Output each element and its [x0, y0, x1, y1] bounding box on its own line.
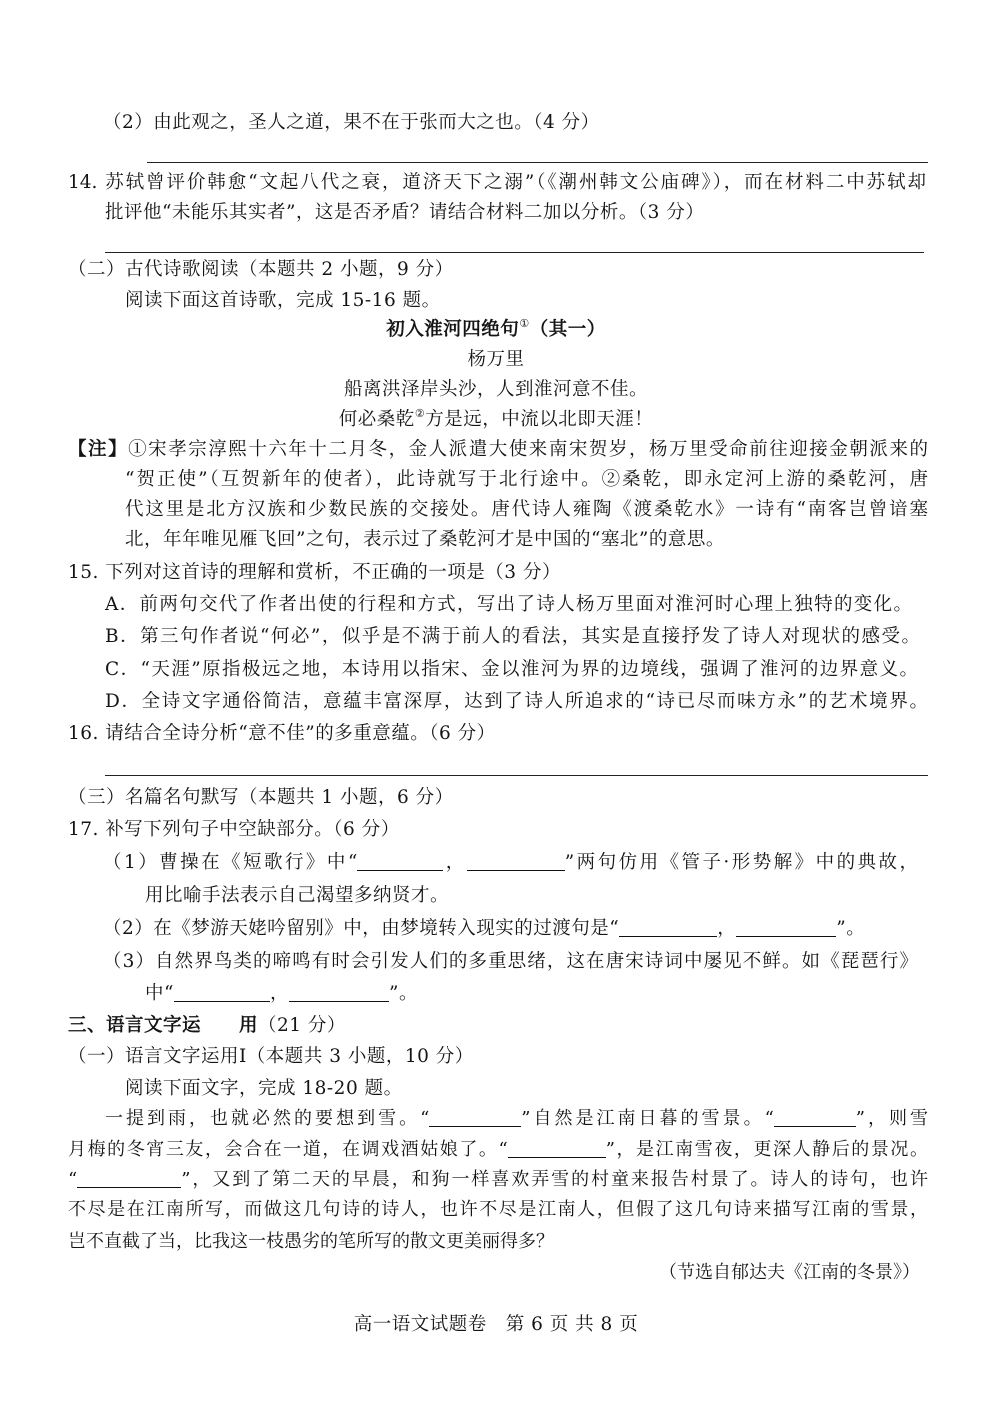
poem-line-2-after: 方是远，中流以北即天涯！ [425, 409, 654, 430]
answer-blank [174, 984, 270, 1002]
passage-line-4: 不尽是在江南所写，而做这几句诗的诗人，也许不尽是江南人，但假了这几句诗来描写江南的雪景， [68, 1199, 928, 1220]
item-2-text-a: （2）在《梦游天姥吟留别》中，由梦境转入现实的过渡句是“ [103, 918, 620, 939]
passage-line-1-b: ”自然是江南日暮的雪景。“ [521, 1108, 774, 1129]
answer-blank [357, 853, 443, 871]
poem-line-2 [0, 408, 992, 432]
answer-blank [429, 1109, 521, 1127]
item-3-text-b: ， [269, 983, 289, 1004]
notes-label: 【注】 [68, 439, 129, 460]
answer-line [147, 162, 928, 163]
notes-line-1 [68, 438, 928, 462]
answer-blank [774, 1109, 856, 1127]
page-footer: 高一语文试题卷 第 6 页 共 8 页 [353, 1314, 639, 1335]
language-use-1-heading: （一）语言文字运用Ⅰ（本题共 3 小题，10 分） [68, 1046, 474, 1067]
question-15-stem: 15. 下列对这首诗的理解和赏析，不正确的一项是（3 分） [68, 562, 561, 583]
poem-line-2-note-mark: ② [414, 407, 426, 420]
question-14-line-1: 14. 苏轼曾评价韩愈“文起八代之衰，道济天下之溺”（《潮州韩文公庙碑》），而在材料二中苏轼却 [68, 172, 926, 193]
poem-title [0, 318, 992, 342]
question-17-item-2 [103, 917, 865, 941]
question-13-part-2: （2）由此观之，圣人之道，果不在于张而大之也。（4 分） [103, 112, 600, 133]
answer-blank [619, 919, 717, 937]
question-15-option-d: D．全诗文字通俗简洁，意蕴丰富深厚，达到了诗人所追求的“诗已尽而味方永”的艺术境界。 [105, 691, 928, 712]
passage-line-2-b: ”，是江南雪夜，更深人静后的景况。 [605, 1139, 928, 1160]
answer-line [105, 252, 924, 253]
item-3-text-c: ”。 [388, 983, 418, 1004]
part-3-heading [68, 1014, 346, 1038]
answer-blank [77, 1170, 181, 1188]
answer-line [105, 775, 928, 776]
notes-line-2: “贺正使”（互贺新年的使者），此诗就写于北行途中。②桑乾，即永定河上游的桑乾河，唐 [125, 469, 928, 490]
passage-line-1-c: ”，则雪 [855, 1108, 929, 1129]
item-1-text-a: （1）曹操在《短歌行》中“ [103, 852, 358, 873]
section-dictation-heading: （三）名篇名句默写（本题共 1 小题，6 分） [68, 787, 454, 808]
question-17-stem: 17. 补写下列句子中空缺部分。（6 分） [68, 819, 400, 840]
poem-title-note-mark: ① [519, 317, 530, 330]
poem-line-1: 船离洪泽岸头沙，人到淮河意不佳。 [343, 379, 648, 400]
passage-line-3 [68, 1168, 928, 1192]
section-poetry-heading: （二）古代诗歌阅读（本题共 2 小题，9 分） [68, 259, 454, 280]
passage-line-5: 岂不直截了当，比我这一枝愚劣的笔所写的散文更美丽得多？ [68, 1231, 554, 1252]
poem-author: 杨万里 [467, 349, 525, 370]
answer-blank [467, 853, 565, 871]
poem-title-text: 初入淮河四绝句 [386, 319, 520, 340]
part-3-score: （21 分） [258, 1015, 346, 1036]
passage-source: （节选自郁达夫《江南的冬景》） [659, 1262, 920, 1283]
passage-line-2-a: 月梅的冬宵三友，会合在一道，在调戏酒姑娘了。“ [68, 1139, 508, 1160]
notes-first-line-text: ①宋孝宗淳熙十六年十二月冬，金人派遣大使来南宋贺岁，杨万里受命前往迎接金朝派来的 [128, 439, 928, 460]
passage-line-1-a: 一提到雨，也就必然的要想到雪。“ [105, 1108, 430, 1129]
item-2-text-b: ， [717, 918, 737, 939]
poem-title-suffix: （其一） [529, 319, 606, 340]
passage-line-2 [68, 1138, 928, 1162]
notes-line-3: 代这里是北方汉族和少数民族的交接处。唐代诗人雍陶《渡桑乾水》一诗有“南客岂曾谙塞 [125, 499, 928, 520]
passage-line-3-a: “ [68, 1169, 78, 1190]
answer-blank [289, 984, 389, 1002]
item-2-text-c: ”。 [836, 918, 866, 939]
answer-blank [508, 1140, 606, 1158]
poem-line-2-before: 何必桑乾 [338, 409, 415, 430]
answer-blank [736, 919, 836, 937]
question-17-item-3-line-2 [145, 982, 418, 1006]
item-1-text-c: ”两句仿用《管子·形势解》中的典故， [564, 852, 918, 873]
question-15-option-b: B．第三句作者说“何必”，似乎是不满于前人的看法，其实是直接抒发了诗人对现状的感受。 [105, 626, 920, 647]
question-17-item-1-line-1 [103, 851, 918, 875]
passage-line-3-b: ”，又到了第二天的早晨，和狗一样喜欢弄雪的村童来报告村景了。诗人的诗句，也许 [181, 1169, 928, 1190]
part-3-title: 三、语言文字运 用 [68, 1015, 259, 1036]
passage-line-1 [105, 1107, 928, 1131]
question-16: 16. 请结合全诗分析“意不佳”的多重意蕴。（6 分） [68, 723, 496, 744]
question-15-option-a: A．前两句交代了作者出使的行程和方式，写出了诗人杨万里面对淮河时心理上独特的变化。 [105, 594, 912, 615]
language-use-1-instruction: 阅读下面文字，完成 18-20 题。 [125, 1078, 403, 1099]
question-17-item-3-line-1: （3）自然界鸟类的啼鸣有时会引发人们的多重思绪，这在唐宋诗词中屡见不鲜。如《琵琶行》 [103, 951, 918, 972]
notes-line-4: 北，年年唯见雁飞回”之句，表示过了桑乾河才是中国的“塞北”的意思。 [125, 529, 725, 550]
question-14-line-2: 批评他“未能乐其实者”，这是否矛盾？请结合材料二加以分析。（3 分） [105, 202, 705, 223]
question-17-item-1-line-2: 用比喻手法表示自己渴望多纳贤才。 [145, 885, 450, 906]
item-1-text-b: ， [443, 852, 467, 873]
item-3-text-a: 中“ [145, 983, 174, 1004]
question-15-option-c: C．“天涯”原指极远之地，本诗用以指宋、金以淮河为界的边境线，强调了淮河的边界意义。 [105, 659, 918, 680]
section-poetry-instruction: 阅读下面这首诗歌，完成 15-16 题。 [125, 290, 441, 311]
